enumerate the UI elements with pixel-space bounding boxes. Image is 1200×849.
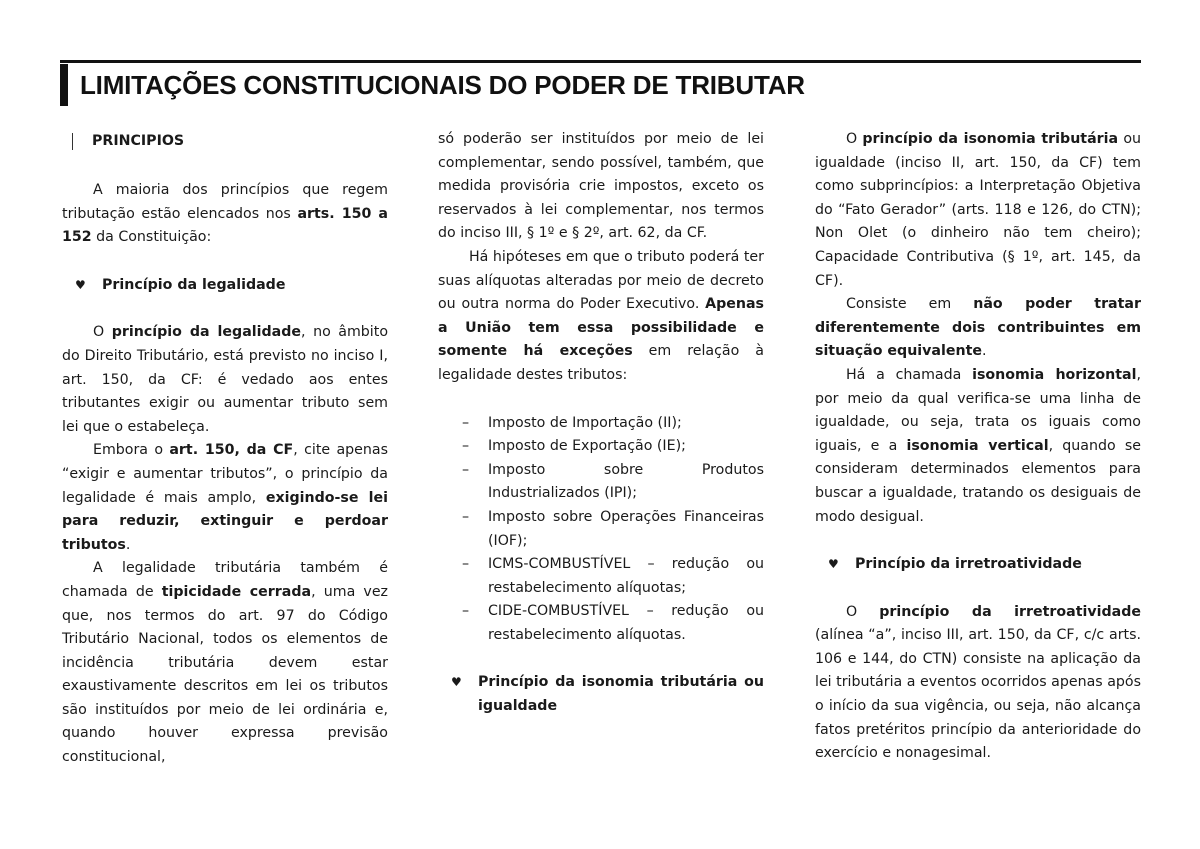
column-2 [438,128,764,719]
heart-icon: ♥ [828,557,839,572]
title-accent-bar [60,64,68,106]
legalidade-heading-text: Princípio da legalidade [102,276,286,293]
isonomia-paragraph-3: Há a chamada isonomia horizontal, por meio da qual verifica-se uma linha de igualdade, ou seja, trata os iguais como iguais, e a isonomia vertical, quando se consideram determinados elementos para buscar a igualdade, tratando os desiguais de modo desigual. [815,366,1141,525]
legalidade-paragraph-4: só poderão ser instituídos por meio de lei complementar, sendo possível, também, que medida provisória crie impostos, exceto os reservados à lei complementar, nos termos do inciso III, § 1º e § 2º, art. 62, da CF. [438,131,764,242]
list-item: – Imposto sobre Produtos Industrializados (IPI); [462,461,764,502]
legalidade-paragraph-2: Embora o art. 150, da CF, cite apenas “exigir e aumentar tributos”, o princípio da legalidade é mais amplo, exigindo-se lei para reduzir, extinguir e perdoar tributos. [62,442,388,553]
legalidade-paragraph-3: A legalidade tributária também é chamada de tipicidade cerrada, uma vez que, nos termos do art. 97 do Código Tributário Nacional, todos os elementos de incidência tributária devem estar exaustivamente descritos em lei os tributos são instituídos por meio de lei ordinária e, quando houver expressa previsão constitucional, [62,560,388,766]
section-heading-text: PRINCIPIOS [92,133,185,149]
intro-paragraph: A maioria dos princípios que regem tributação estão elencados nos arts. 150 a 152 da Constituição: [62,182,388,246]
heart-icon: ♥ [75,277,86,292]
list-item: – Imposto sobre Operações Financeiras (IOF); [462,508,764,549]
section-heading [62,128,388,155]
heart-icon: ♥ [451,675,462,690]
list-item: – ICMS-COMBUSTÍVEL – redução ou restabelecimento alíquotas; [462,556,764,596]
legalidade-heading [62,274,388,298]
isonomia-heading-text: Princípio da isonomia tributária ou igualdade [478,674,764,715]
legalidade-paragraph-1: O princípio da legalidade, no âmbito do Direito Tributário, está previsto no inciso I, art. 150, da CF: é vedado aos entes tributantes exigir ou aumentar tributo sem lei que o estabeleça. [62,324,388,435]
column-1 [62,128,388,770]
list-item: – CIDE-COMBUSTÍVEL – redução ou restabelecimento alíquotas. [462,603,764,643]
legalidade-paragraph-5: Há hipóteses em que o tributo poderá ter suas alíquotas alteradas por meio de decreto ou outra norma do Poder Executivo. Apenas a União tem essa possibilidade e somente há exceções em relação à legalidade destes tributos: [438,248,764,383]
isonomia-paragraph-1: O princípio da isonomia tributária ou igualdade (inciso II, art. 150, da CF) tem como subprincípios: a Interpretação Objetiva do “Fato Gerador” (arts. 118 e 126, do CTN); Non Olet (o dinheiro não tem cheiro); Capacidade Contributiva (§ 1º, art. 145, da CF). [815,131,1141,289]
column-3 [815,128,1141,766]
top-rule [60,60,1141,63]
list-item: – Imposto de Importação (II); [462,414,682,431]
section-marker [72,133,73,150]
page-title: LIMITAÇÕES CONSTITUCIONAIS DO PODER DE TRIBUTAR [80,70,805,100]
exception-list [438,412,764,648]
irretroatividade-heading [815,553,1141,577]
irretroatividade-heading-text: Princípio da irretroatividade [855,556,1082,573]
list-item: – Imposto de Exportação (IE); [462,438,686,455]
isonomia-heading [438,671,764,718]
isonomia-paragraph-2: Consiste em não poder tratar diferentemente dois contribuintes em situação equivalente. [815,296,1141,360]
irretroatividade-paragraph-1: O princípio da irretroatividade (alínea “a”, inciso III, art. 150, da CF, c/c arts. 106 e 144, do CTN) consiste na aplicação da lei tributária a eventos ocorridos apenas após o início da sua vigência, ou seja, não alcança fatos pretéritos princípio da anterioridade do exercício e nonagesimal. [815,603,1141,762]
